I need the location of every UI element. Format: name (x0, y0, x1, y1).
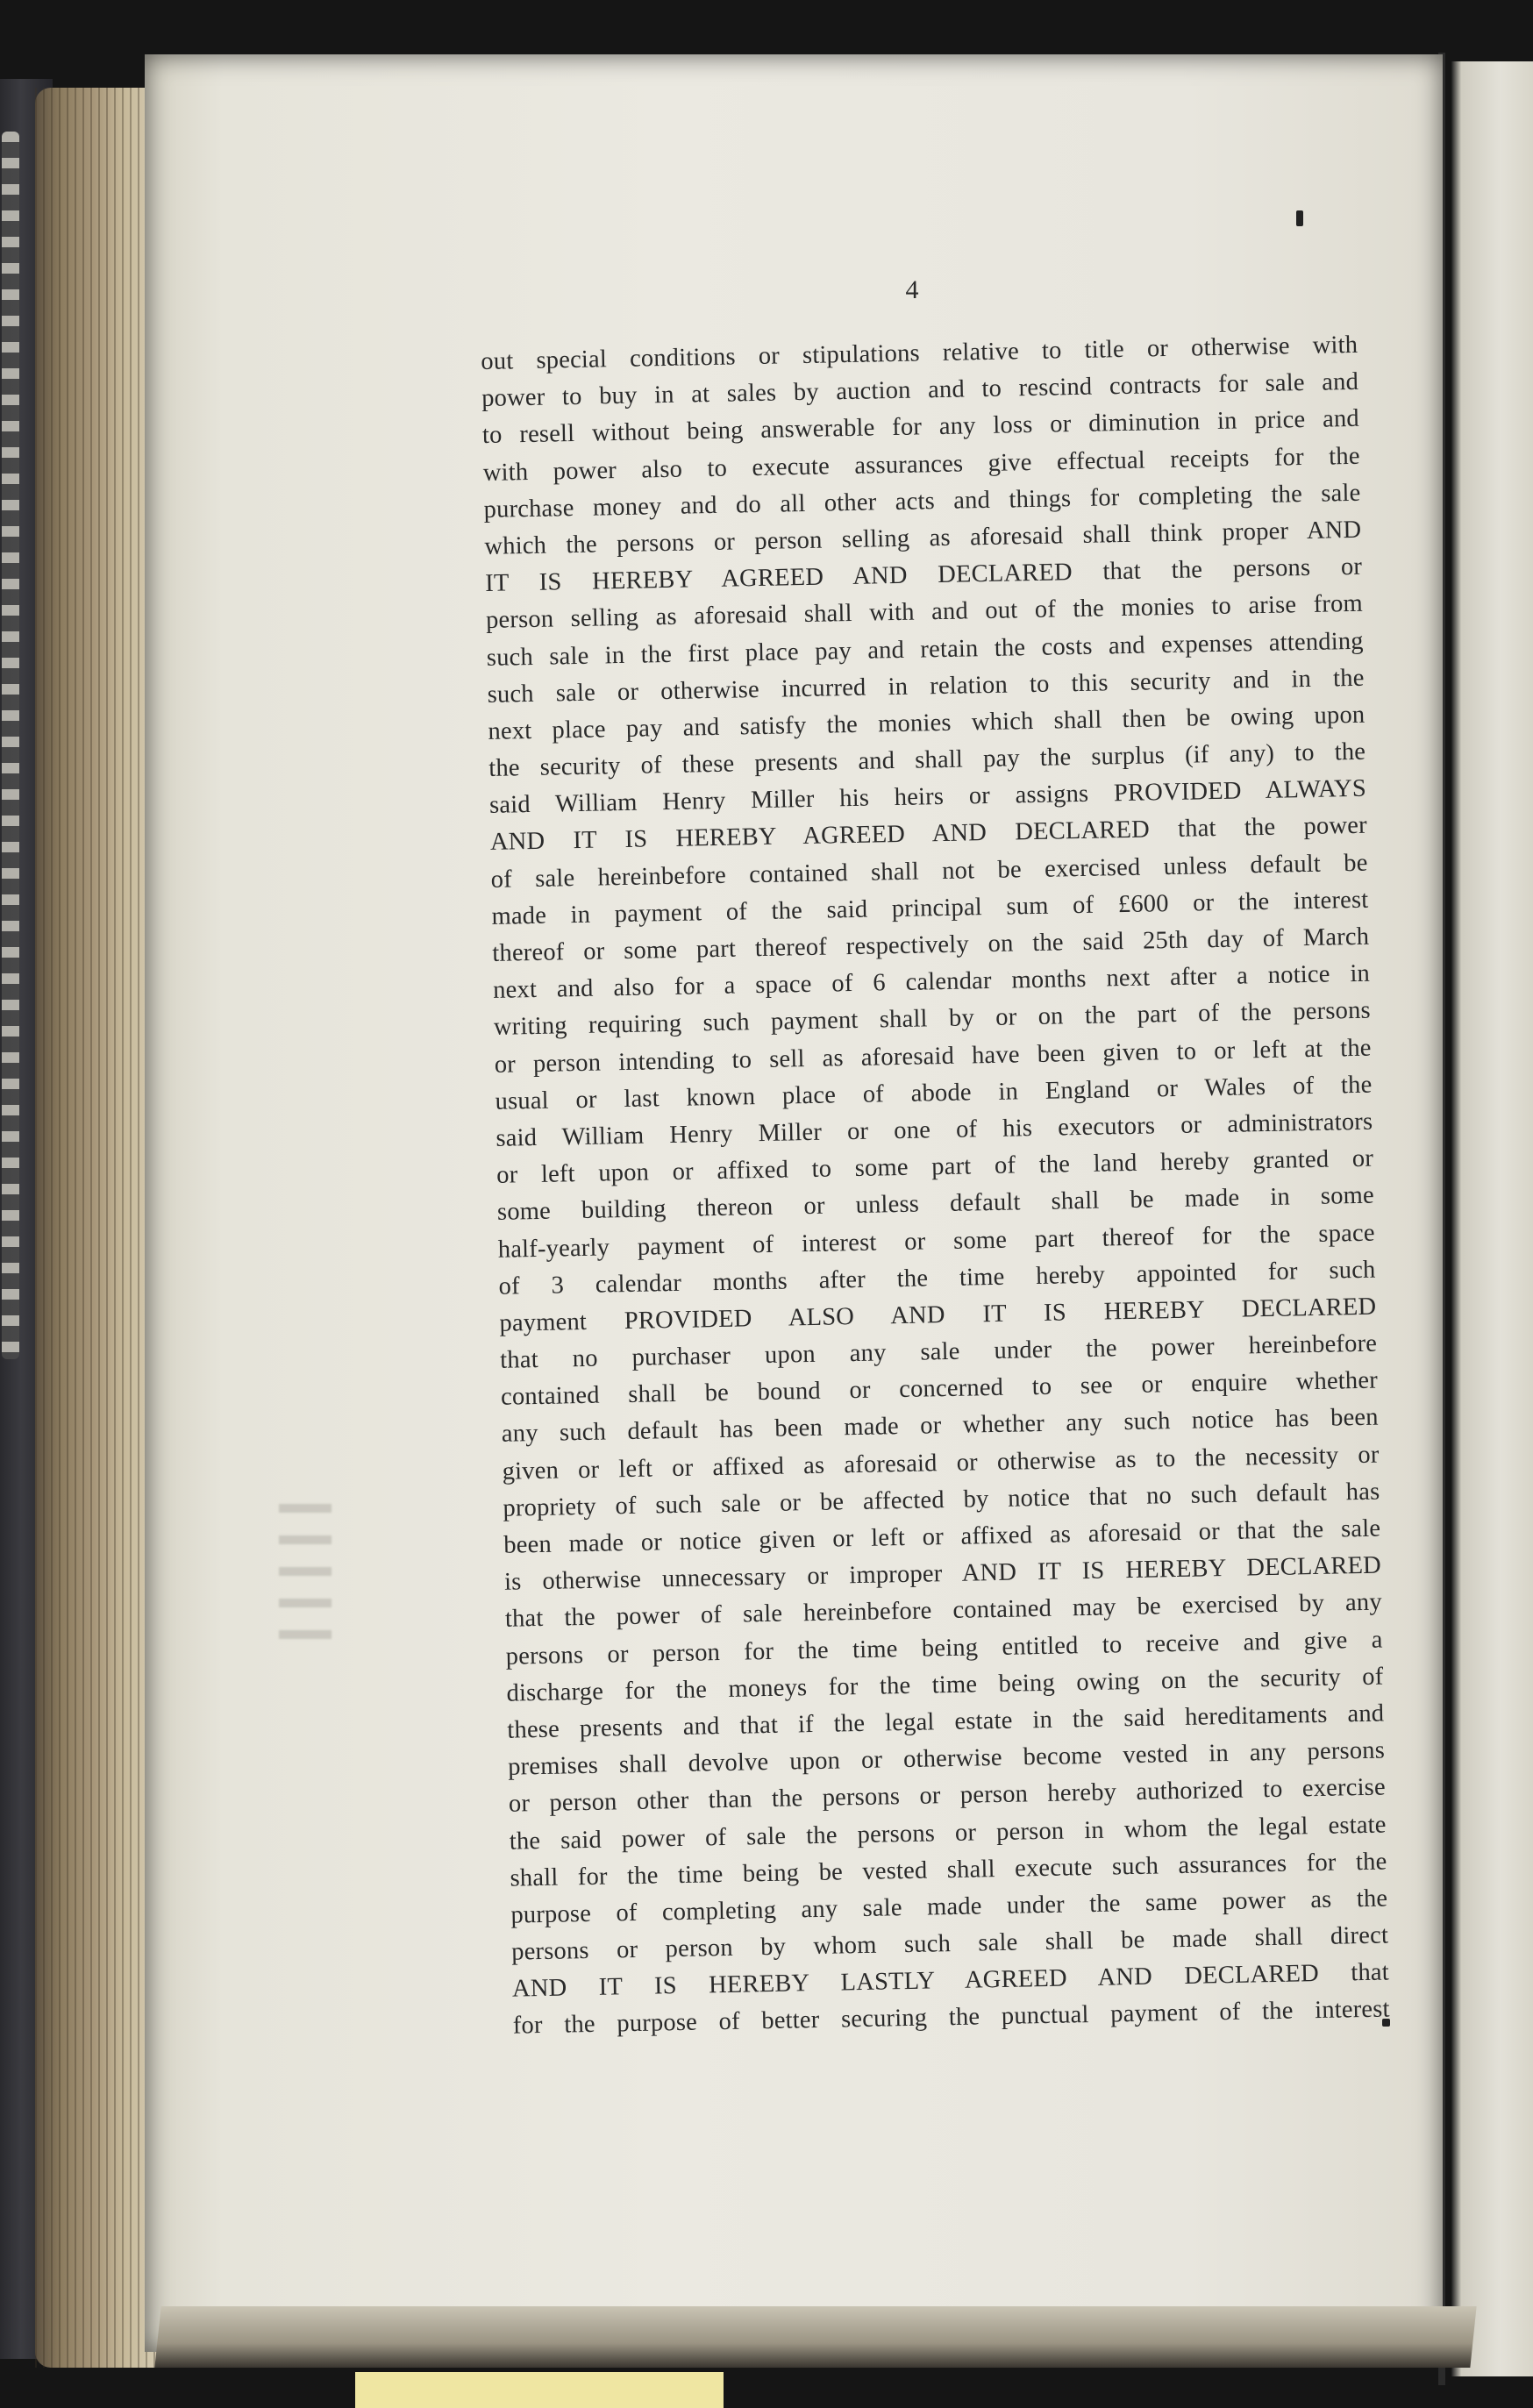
right-facing-page (1451, 61, 1533, 2376)
text-line: some building thereon or unless default shall be made in some (496, 1181, 1375, 1227)
page-bottom-edge (154, 2306, 1476, 2368)
text-line: half-yearly payment of interest or some part thereof for the space (497, 1219, 1375, 1264)
text-line: next and also for a space of 6 calendar months next after a notice in (492, 959, 1371, 1005)
text-line: IT IS HEREBY AGREED AND DECLARED that the persons or (484, 552, 1363, 598)
text-line: or person intending to sell as aforesaid have been given to or left at the (494, 1034, 1372, 1079)
text-line: payment PROVIDED ALSO AND IT IS HEREBY DECLARED (499, 1293, 1377, 1337)
bleed-through-marks (279, 1504, 332, 1653)
page-number: 4 (905, 275, 919, 304)
text-line: usual or last known place of abode in England or Wales of the (495, 1071, 1373, 1115)
body-text (481, 327, 1390, 2045)
text-line: said William Henry Miller or one of his executors or administrators (496, 1108, 1373, 1152)
text-line: that the power of sale hereinbefore contained may be exercised by any (504, 1588, 1383, 1634)
text-line: writing requiring such payment shall by or on the part of the persons (493, 997, 1372, 1042)
text-line: premises shall devolve upon or otherwise become vested in any persons (507, 1736, 1386, 1781)
text-line: such sale or otherwise incurred in relation to this security and in the (487, 664, 1365, 709)
text-line: the said power of sale the persons or person in whom the legal estate (509, 1810, 1387, 1856)
text-line: AND IT IS HEREBY AGREED AND DECLARED that the power (489, 812, 1368, 857)
text-line: the security of these presents and shall pay the surplus (if any) to the (488, 737, 1366, 782)
text-line: that no purchaser upon any sale under the power hereinbefore (499, 1329, 1378, 1374)
text-line: person selling as aforesaid shall with and out of the monies to arise from (485, 590, 1364, 635)
text-line: given or left or affixed as aforesaid or otherwise as to the necessity or (502, 1441, 1380, 1485)
text-line: of sale hereinbefore contained shall not be exercised unless default be (490, 849, 1368, 894)
text-line: thereof or some part thereof respectively on the said 25th day of March (492, 923, 1370, 967)
text-line: propriety of such sale or be affected by notice that no such default has (503, 1478, 1380, 1522)
text-line: to resell without being answerable for any loss or diminution in price and (481, 405, 1360, 450)
text-line: contained shall be bound or concerned to see or enquire whether (500, 1366, 1379, 1412)
text-line: out special conditions or stipulations relative to title or otherwise with (481, 331, 1358, 375)
text-line: these presents and that if the legal estate in the said hereditaments and (507, 1699, 1385, 1744)
text-line: or person other than the persons or person hereby authorized to exercise (508, 1773, 1387, 1819)
yellow-tab-marker (355, 2372, 724, 2408)
text-line: is otherwise unnecessary or improper AND IT IS HEREBY DECLARED (503, 1551, 1382, 1596)
text-line: or left upon or affixed to some part of the land hereby granted or (496, 1144, 1374, 1189)
text-line: power to buy in at sales by auction and to rescind contracts for sale and (481, 367, 1359, 413)
text-line: for the purpose of better securing the punctual payment of the interest (512, 1995, 1390, 2041)
text-line: purchase money and do all other acts and things for completing the sale (483, 479, 1361, 524)
ink-speck (1296, 210, 1303, 226)
text-line: any such default has been made or whether any such notice has been (501, 1404, 1379, 1449)
text-line: discharge for the moneys for the time being owing on the security of (506, 1663, 1384, 1707)
text-line: made in payment of the said principal sum of £600 or the interest (491, 886, 1369, 930)
text-line: shall for the time being be vested shall execute such assurances for the (510, 1848, 1387, 1892)
text-line: such sale in the first place pay and retain the costs and expenses attending (486, 627, 1364, 672)
text-line: AND IT IS HEREBY LASTLY AGREED AND DECLARED that (511, 1958, 1390, 2003)
text-line: next place pay and satisfy the monies which shall then be owing upon (488, 701, 1365, 745)
text-line: which the persons or person selling as aforesaid shall think proper AND (484, 516, 1362, 560)
text-line: persons or person for the time being entitled to receive and give a (505, 1626, 1383, 1671)
text-line: said William Henry Miller his heirs or assigns PROVIDED ALWAYS (488, 774, 1367, 820)
binding-rings (2, 132, 19, 1359)
text-line: purpose of completing any sale made under the same power as the (510, 1884, 1388, 1929)
text-line: with power also to execute assurances give effectual receipts for the (482, 442, 1360, 487)
text-line: been made or notice given or left or affixed as aforesaid or that the sale (503, 1514, 1381, 1559)
text-line: of 3 calendar months after the time hereby appointed for such (498, 1256, 1376, 1300)
text-line: persons or person by whom such sale shall be made shall direct (510, 1921, 1389, 1966)
